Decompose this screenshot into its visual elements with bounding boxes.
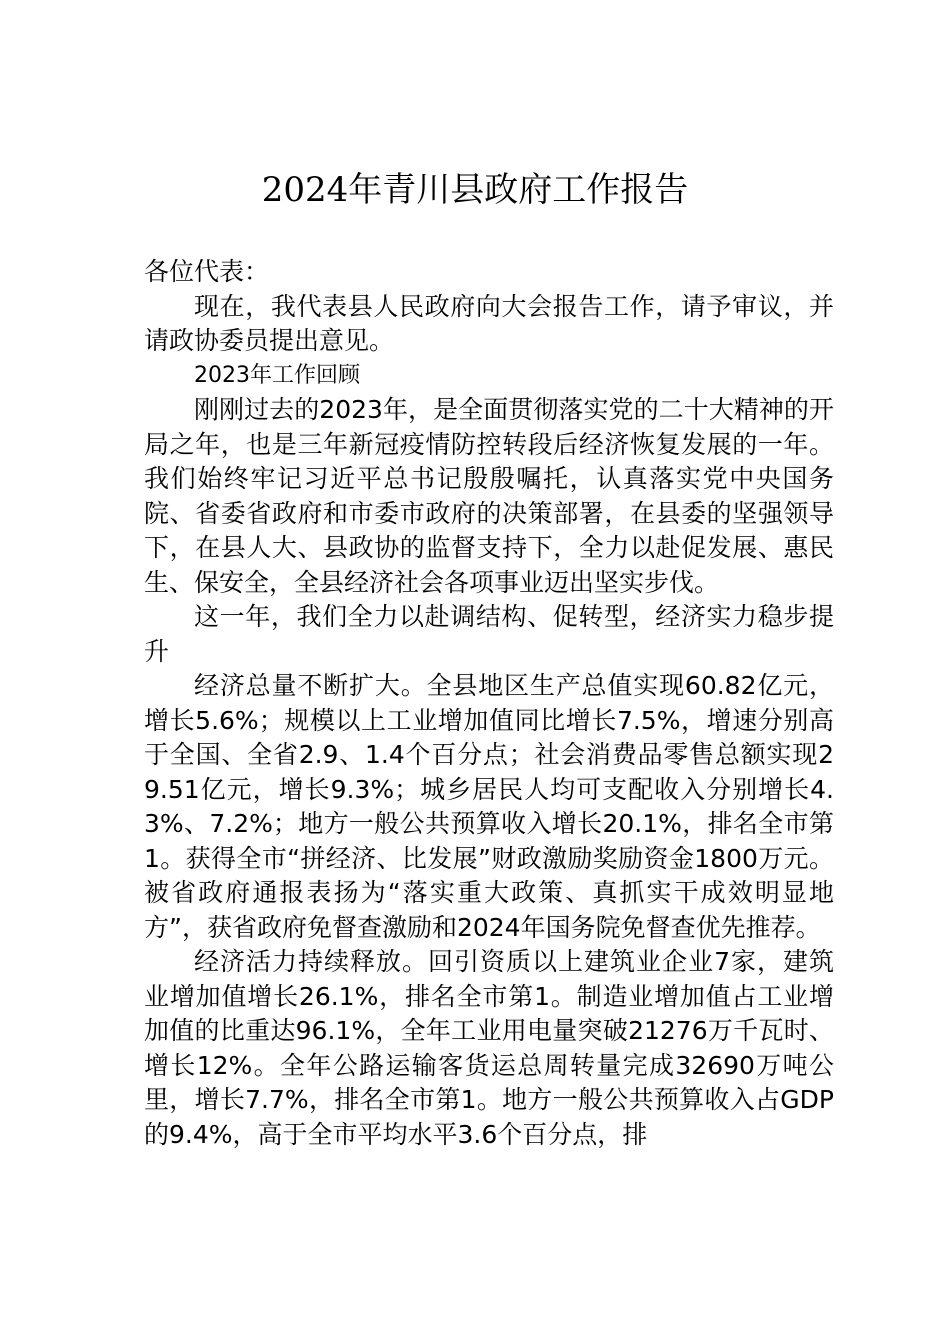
paragraph-economy-vitality: 经济活力持续释放。回引资质以上建筑业企业7家，建筑业增加值增长26.1%，排名全市第1。制造业增加值占工业增加值的比重达96.1%，全年工业用电量突破21276万千瓦时、增长12%。全年公路运输客货运总周转量完成32690万吨公里，增长7.7%，排名全市第1。地方一般公共预算收入占GDP的9.4%，高于全市平均水平3.6个百分点，排 xyxy=(144,947,834,1149)
paragraph-economy-total: 经济总量不断扩大。全县地区生产总值实现60.82亿元，增长5.6%；规模以上工业增加值同比增长7.5%，增速分别高于全国、全省2.9、1.4个百分点；社会消费品零售总额实现29.51亿元，增长9.3%；城乡居民人均可支配收入分别增长4.3%、7.2%；地方一般公共预算收入增长20.1%，排名全市第1。获得全市“拼经济、比发展”财政激励奖励资金1800万元。被省政府通报表扬为“落实重大政策、真抓实干成效明显地方”，获省政府免督查激励和2024年国务院免督查优先推荐。 xyxy=(144,671,834,942)
document-body xyxy=(144,255,834,1152)
subheading: 这一年，我们全力以赴调结构、促转型，经济实力稳步提升 xyxy=(144,602,834,666)
section-heading: 2023年工作回顾 xyxy=(194,362,360,388)
document-title: 2024年青川县政府工作报告 xyxy=(261,170,689,210)
paragraph-review: 刚刚过去的2023年，是全面贯彻落实党的二十大精神的开局之年，也是三年新冠疫情防控转段后经济恢复发展的一年。我们始终牢记习近平总书记殷殷嘱托，认真落实党中央国务院、省委省政府和市委市政府的决策部署，在县委的坚强领导下，在县人大、县政协的监督支持下，全力以赴促发展、惠民生、保安全，全县经济社会各项事业迈出坚实步伐。 xyxy=(144,395,834,597)
salutation: 各位代表： xyxy=(144,257,270,286)
paragraph-intro: 现在，我代表县人民政府向大会报告工作，请予审议，并请政协委员提出意见。 xyxy=(144,291,834,355)
